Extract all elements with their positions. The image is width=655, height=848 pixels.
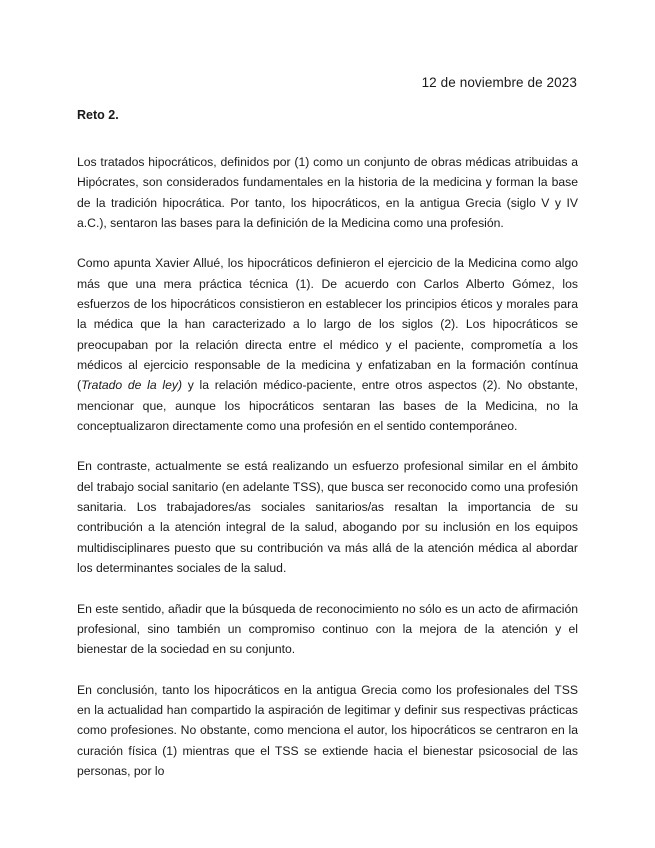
paragraph-2	[77, 253, 578, 436]
paragraph-2-italic: Tratado de la ley)	[81, 378, 183, 393]
paragraph-2-text: Como apunta Xavier Allué, los hipocráticos definieron el ejercicio de la Medicina como algo más que una mera práctica técnica (1). De acuerdo con Carlos Alberto Gómez, los esfuerzos de los hipocráticos consistieron en establecer los principios éticos y morales para la médica que la han caracterizado a lo largo de los siglos (2). Los hipocráticos se preocupaban por la relación directa entre el médico y el paciente, comprometía a los médicos al ejercicio responsable de la medicina y enfatizaban en la formación contínua (	[77, 256, 578, 393]
document-heading: Reto 2.	[77, 108, 119, 122]
paragraph-4: En este sentido, añadir que la búsqueda de reconocimiento no sólo es un acto de afirmación profesional, sino también un compromiso continuo con la mejora de la atención y el bienestar de la sociedad en su conjunto.	[77, 601, 578, 657]
paragraph-1: Los tratados hipocráticos, definidos por (1) como un conjunto de obras médicas atribuidas a Hipócrates, son considerados fundamentales en la historia de la medicina y forman la base de la tradición hipocrática. Por tanto, los hipocráticos, en la antigua Grecia (siglo V y IV a.C.), sentaron las bases para la definición de la Medicina como una profesión.	[77, 155, 578, 230]
document-date: 12 de noviembre de 2023	[421, 75, 577, 90]
paragraph-2-text-end: y la relación médico-paciente, entre otros aspectos (2). No obstante, mencionar que, aunque los hipocráticos sentaran las bases de la Medicina, no la conceptualizaron directamente como una profesión en el sentido contemporáneo.	[77, 378, 578, 433]
paragraph-5: En conclusión, tanto los hipocráticos en la antigua Grecia como los profesionales del TSS en la actualidad han compartido la aspiración de legitimar y definir sus respectivas prácticas como profesiones. No obstante, como menciona el autor, los hipocráticos se centraron en la curación física (1) mientras que el TSS se extiende hacia el bienestar psicosocial de las personas, por lo	[77, 682, 578, 778]
paragraph-3: En contraste, actualmente se está realizando un esfuerzo profesional similar en el ámbito del trabajo social sanitario (en adelante TSS), que busca ser reconocido como una profesión sanitaria. Los trabajadores/as sociales sanitarios/as resaltan la importancia de su contribución a la atención integral de la salud, abogando por su inclusión en los equipos multidisciplinares puesto que su contribución va más allá de la atención médica al abordar los determinantes sociales de la salud.	[77, 459, 578, 575]
document-body	[77, 152, 578, 802]
